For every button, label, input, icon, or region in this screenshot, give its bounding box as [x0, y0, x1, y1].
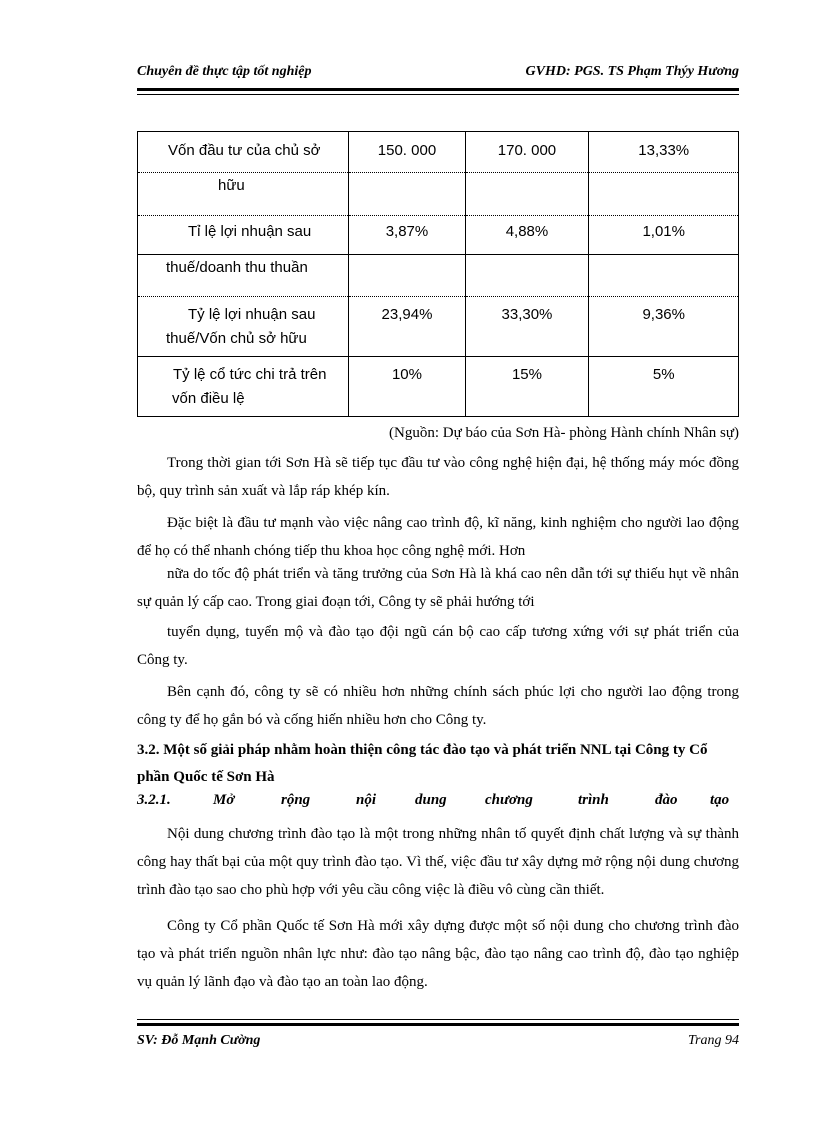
- paragraph: Nội dung chương trình đào tạo là một trong những nhân tố quyết định chất lượng và sự thành công hay thất bại của một quy trình đào tạo. Vì thế, việc đầu tư xây dựng mở rộng nội dung chương trình đào tạo sao cho phù hợp với yêu cầu công việc là điều vô cùng cần thiết.: [137, 826, 739, 898]
- table-cell-label: Tỉ lệ lợi nhuận sau: [188, 223, 312, 240]
- table-cell: 9,36%: [642, 306, 685, 323]
- subsection-heading: [137, 792, 739, 816]
- header-rule: [137, 88, 739, 91]
- subsection-word: nội: [356, 792, 377, 808]
- paragraph: Công ty Cổ phần Quốc tế Sơn Hà mới xây dựng được một số nội dung cho chương trình đào tạo và phát triển nguồn nhân lực như: đào tạo nâng bậc, đào tạo nâng cao trình độ, đào tạo nghiệp vụ quản lý lãnh đạo và đào tạo an toàn lao động.: [137, 918, 739, 990]
- table-cell: 150. 000: [377, 142, 437, 159]
- paragraph: Bên cạnh đó, công ty sẽ có nhiều hơn những chính sách phúc lợi cho người lao động trong công ty để họ gắn bó và cống hiến nhiều hơn cho Công ty.: [137, 684, 739, 728]
- header-rule-thin: [137, 94, 739, 95]
- table-cell: 13,33%: [638, 142, 690, 159]
- body-block-2: [137, 560, 739, 616]
- subsection-number: 3.2.1.: [137, 792, 171, 808]
- table-row: [138, 216, 739, 255]
- body-block-1: [137, 449, 739, 565]
- page-footer: [137, 1033, 739, 1053]
- table-row: [138, 132, 739, 173]
- paragraph: tuyển dụng, tuyển mộ và đào tạo đội ngũ cán bộ cao cấp tương xứng với sự phát triển của Công ty.: [137, 624, 739, 668]
- table-source: (Nguồn: Dự báo của Sơn Hà- phòng Hành chính Nhân sự): [389, 425, 739, 441]
- forecast-table: [137, 131, 739, 417]
- table-cell-label-line: Tỷ lệ lợi nhuận sau: [188, 306, 316, 323]
- section-heading: 3.2. Một số giải pháp nhằm hoàn thiện công tác đào tạo và phát triển NNL tại Công ty Cổ phần Quốc tế Sơn Hà: [137, 742, 708, 785]
- paragraph: nữa do tốc độ phát triển và tăng trưởng của Sơn Hà là khá cao nên dẫn tới sự thiếu hụt về nhân sự quản lý cấp cao. Trong giai đoạn tới, Công ty sẽ phải hướng tới: [137, 566, 739, 610]
- subsection-word: chương: [485, 792, 533, 808]
- table-cell-label-line: Tỷ lệ cổ tức chi trả trên: [173, 366, 327, 383]
- header-title: Chuyên đề thực tập tốt nghiệp: [137, 64, 312, 79]
- table-cell-label: thuế/doanh thu thuần: [166, 259, 308, 276]
- table-cell-label-line: vốn điều lệ: [172, 390, 245, 407]
- subsection-word: trình: [578, 792, 609, 808]
- footer-rule: [137, 1023, 739, 1026]
- table-row: [138, 255, 739, 297]
- subsection-word: đào: [655, 792, 678, 808]
- table-cell: 33,30%: [501, 306, 553, 323]
- paragraph: Trong thời gian tới Sơn Hà sẽ tiếp tục đầu tư vào công nghệ hiện đại, hệ thống máy móc đồng bộ, quy trình sản xuất và lắp ráp khép kín.: [137, 455, 739, 499]
- subsection-word: Mở: [213, 792, 235, 808]
- page-number: Trang 94: [688, 1033, 739, 1048]
- table-row: [138, 173, 739, 216]
- subsection-word: rộng: [281, 792, 311, 808]
- table-cell: 170. 000: [497, 142, 557, 159]
- table-cell: 3,87%: [385, 223, 429, 240]
- footer-student: SV: Đỗ Mạnh Cường: [137, 1033, 261, 1048]
- page-header: [137, 64, 739, 84]
- subsection-word: tạo: [710, 792, 730, 808]
- header-supervisor: GVHD: PGS. TS Phạm Thýy Hương: [525, 64, 739, 79]
- table-cell-label: Vốn đầu tư của chủ sở: [168, 142, 321, 159]
- table-cell: 10%: [391, 366, 422, 383]
- table-cell: 15%: [511, 366, 542, 383]
- table-cell-label: [138, 357, 348, 411]
- body-block-4: [137, 820, 739, 996]
- table-cell: 4,88%: [505, 223, 549, 240]
- table-cell: 1,01%: [642, 223, 685, 240]
- table-cell-label-line: thuế/Vốn chủ sở hữu: [166, 330, 307, 347]
- table-cell-label: [138, 297, 348, 351]
- body-block-3: [137, 618, 739, 734]
- paragraph: Đặc biệt là đầu tư mạnh vào việc nâng cao trình độ, kĩ năng, kinh nghiệm cho người lao động để họ có thể nhanh chóng tiếp thu khoa học công nghệ mới. Hơn: [137, 515, 739, 559]
- table-cell-label: hữu: [218, 177, 245, 194]
- table-row: [138, 357, 739, 417]
- table-row: [138, 297, 739, 357]
- footer-rule-thin: [137, 1019, 739, 1020]
- table-cell: 23,94%: [381, 306, 433, 323]
- table-cell: 5%: [652, 366, 675, 383]
- subsection-word: dung: [415, 792, 447, 808]
